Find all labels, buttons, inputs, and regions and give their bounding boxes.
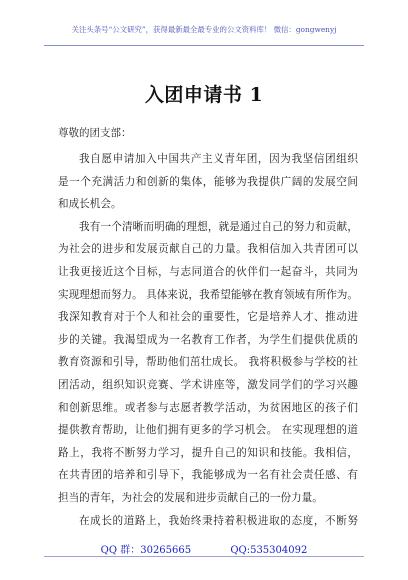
header-banner: 关注头条号“公文研究”，获得最新最全最专业的公文资料库！ 微信：gongwenyj [71, 25, 337, 34]
footer-divider [44, 556, 364, 557]
header-divider [44, 45, 364, 46]
body-line: 担当的青年，为社会的发展和进步贡献自己的一份力量。 [58, 491, 323, 504]
body-line: 我自愿申请加入中国共产主义青年团，因为我坚信团组织 [79, 153, 358, 165]
body-line: 实现理想而努力。 具体来说，我希望能够在教育领域有所作为。 [58, 288, 358, 301]
greeting: 尊敬的团支部： [58, 127, 132, 139]
footer-qq-group: QQ 群：30265665 [100, 545, 192, 556]
document-body [58, 148, 358, 532]
body-line: 在共青团的培养和引导下，我能够成为一名有社会责任感、有 [58, 469, 358, 482]
body-line: 让我更接近这个目标，与志同道合的伙伴们一起奋斗，共同为 [58, 265, 358, 278]
body-line: 和创新思维。或者参与志愿者教学活动，为贫困地区的孩子们 [58, 401, 358, 414]
document-title: 入团申请书 1 [144, 84, 264, 106]
footer [0, 541, 408, 556]
footer-qq: QQ:535304092 [230, 545, 308, 556]
body-line: 我有一个清晰而明确的理想，就是通过自己的努力和贡献， [79, 220, 358, 233]
body-line: 教育资源和引导，帮助他们茁壮成长。 我将积极参与学校的社 [58, 356, 358, 369]
body-line: 为社会的进步和发展贡献自己的力量。我相信加入共青团可以 [58, 243, 358, 256]
body-line: 是一个充满活力和创新的集体，能够为我提供广阔的发展空间 [58, 175, 358, 188]
body-line: 提供教育帮助，让他们拥有更多的学习机会。 在实现理想的道 [58, 424, 358, 437]
body-line: 团活动，组织知识竞赛、学术讲座等，激发同学们的学习兴趣 [58, 378, 358, 391]
body-line: 和成长机会。 [58, 198, 122, 211]
body-line: 步的关键。我渴望成为一名教育工作者，为学生们提供优质的 [58, 333, 358, 346]
body-line: 路上，我将不断努力学习，提升自己的知识和技能。我相信， [58, 446, 358, 459]
body-line: 我深知教育对于个人和社会的重要性，它是培养人才、推动进 [58, 311, 358, 324]
body-line: 在成长的道路上，我始终秉持着积极进取的态度，不断努 [79, 514, 358, 527]
